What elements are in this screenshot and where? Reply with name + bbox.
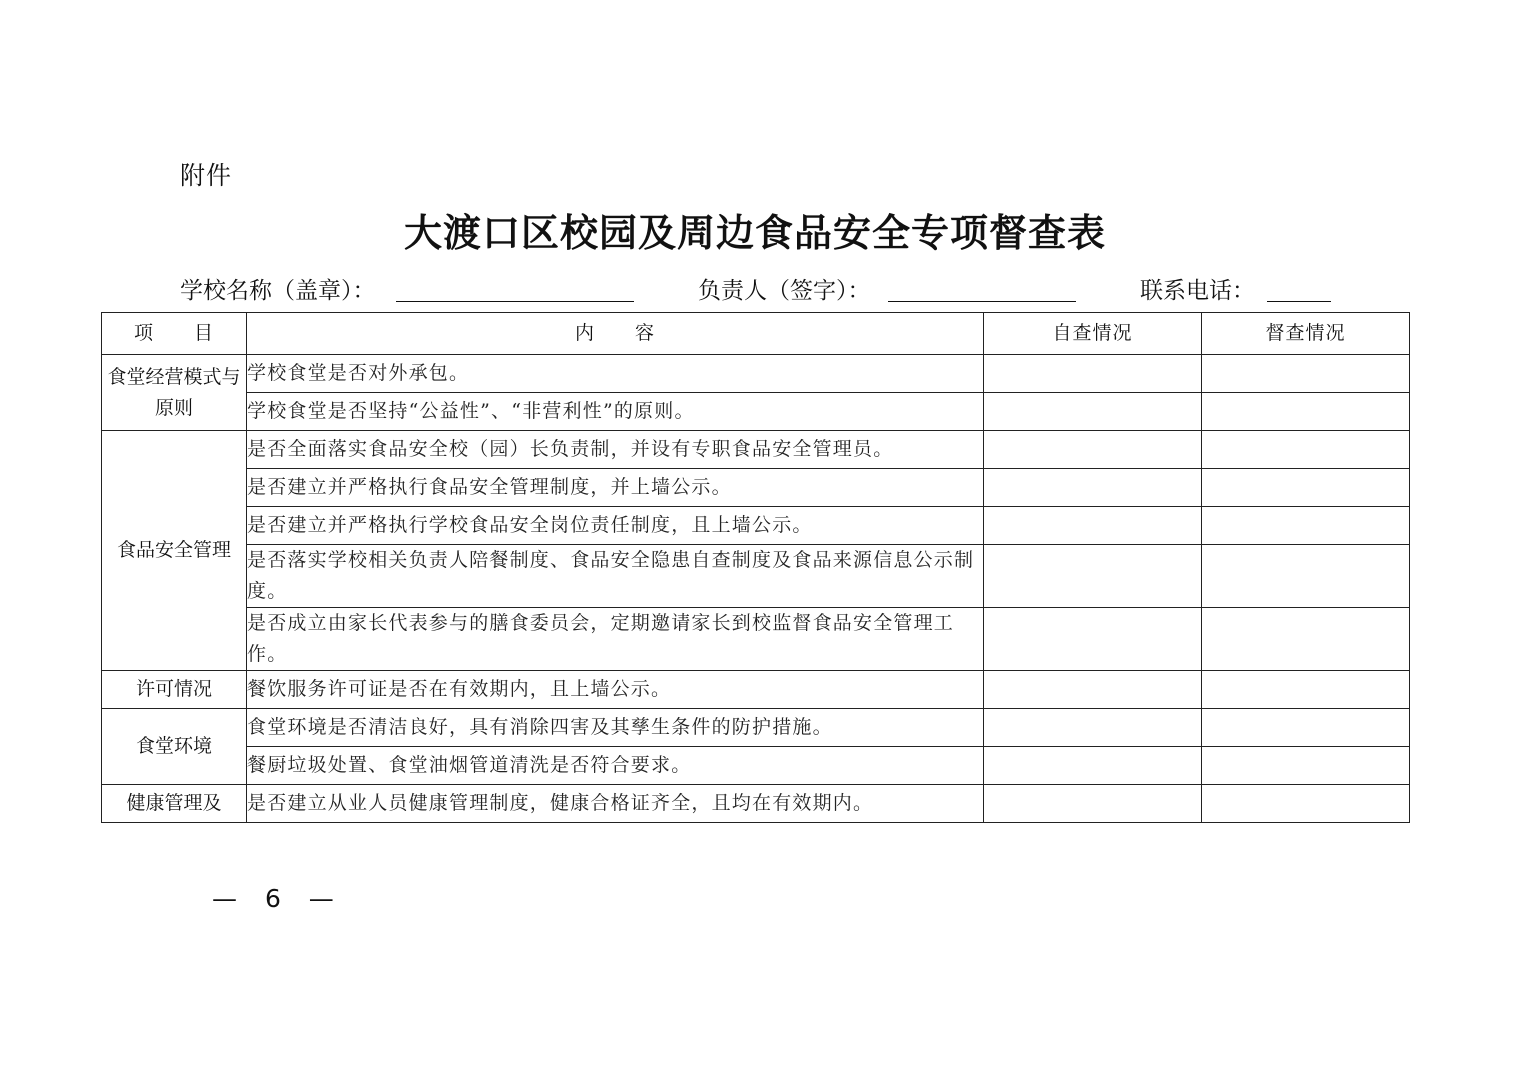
content-cell: 学校食堂是否坚持“公益性”、“非营利性”的原则。	[247, 393, 984, 431]
table-row	[102, 393, 1410, 431]
attachment-label: 附件	[180, 161, 233, 190]
content-cell: 是否成立由家长代表参与的膳食委员会，定期邀请家长到校监督食品安全管理工作。	[247, 608, 984, 671]
supervision-cell[interactable]	[1202, 507, 1410, 545]
supervision-cell[interactable]	[1202, 393, 1410, 431]
content-cell: 学校食堂是否对外承包。	[247, 355, 984, 393]
self-check-cell[interactable]	[984, 747, 1202, 785]
self-check-cell[interactable]	[984, 469, 1202, 507]
self-check-cell[interactable]	[984, 393, 1202, 431]
header-self-check: 自查情况	[984, 313, 1202, 355]
self-check-cell[interactable]	[984, 671, 1202, 709]
category-cell: 食品安全管理	[102, 431, 247, 671]
responsible-person-blank[interactable]	[888, 301, 1076, 302]
school-name-label: 学校名称（盖章）：	[180, 278, 376, 304]
supervision-cell[interactable]	[1202, 431, 1410, 469]
supervision-cell[interactable]	[1202, 785, 1410, 823]
phone-blank[interactable]	[1267, 301, 1331, 302]
supervision-cell[interactable]	[1202, 747, 1410, 785]
self-check-cell[interactable]	[984, 709, 1202, 747]
self-check-cell[interactable]	[984, 355, 1202, 393]
supervision-cell[interactable]	[1202, 671, 1410, 709]
supervision-cell[interactable]	[1202, 709, 1410, 747]
table-row	[102, 671, 1410, 709]
content-cell: 餐厨垃圾处置、食堂油烟管道清洗是否符合要求。	[247, 747, 984, 785]
table-row	[102, 747, 1410, 785]
table-header-row	[102, 313, 1410, 355]
category-cell: 食堂环境	[102, 709, 247, 785]
content-cell: 是否建立并严格执行食品安全管理制度，并上墙公示。	[247, 469, 984, 507]
supervision-cell[interactable]	[1202, 355, 1410, 393]
table-row	[102, 785, 1410, 823]
document-title: 大渡口区校园及周边食品安全专项督查表	[403, 210, 1106, 255]
table-row	[102, 431, 1410, 469]
content-cell: 餐饮服务许可证是否在有效期内，且上墙公示。	[247, 671, 984, 709]
inspection-table	[101, 312, 1410, 823]
table-row	[102, 709, 1410, 747]
table-row	[102, 507, 1410, 545]
responsible-person-label: 负责人（签字）：	[698, 278, 871, 304]
content-cell: 是否建立并严格执行学校食品安全岗位责任制度，且上墙公示。	[247, 507, 984, 545]
supervision-cell[interactable]	[1202, 608, 1410, 671]
content-cell: 食堂环境是否清洁良好，具有消除四害及其孳生条件的防护措施。	[247, 709, 984, 747]
category-cell: 许可情况	[102, 671, 247, 709]
table-row	[102, 469, 1410, 507]
self-check-cell[interactable]	[984, 608, 1202, 671]
table-row	[102, 355, 1410, 393]
self-check-cell[interactable]	[984, 431, 1202, 469]
school-name-blank[interactable]	[396, 301, 634, 302]
self-check-cell[interactable]	[984, 545, 1202, 608]
content-cell: 是否全面落实食品安全校（园）长负责制，并设有专职食品安全管理员。	[247, 431, 984, 469]
category-cell: 健康管理及	[102, 785, 247, 823]
self-check-cell[interactable]	[984, 507, 1202, 545]
header-supervision: 督查情况	[1202, 313, 1410, 355]
self-check-cell[interactable]	[984, 785, 1202, 823]
header-item: 项 目	[102, 313, 247, 355]
supervision-cell[interactable]	[1202, 545, 1410, 608]
table-row	[102, 545, 1410, 608]
header-content: 内 容	[247, 313, 984, 355]
category-cell: 食堂经营模式与原则	[102, 355, 247, 431]
page-number: — 6 —	[212, 884, 344, 913]
content-cell: 是否落实学校相关负责人陪餐制度、食品安全隐患自查制度及食品来源信息公示制度。	[247, 545, 984, 608]
phone-label: 联系电话：	[1140, 278, 1255, 304]
content-cell: 是否建立从业人员健康管理制度，健康合格证齐全，且均在有效期内。	[247, 785, 984, 823]
supervision-cell[interactable]	[1202, 469, 1410, 507]
table-row	[102, 608, 1410, 671]
